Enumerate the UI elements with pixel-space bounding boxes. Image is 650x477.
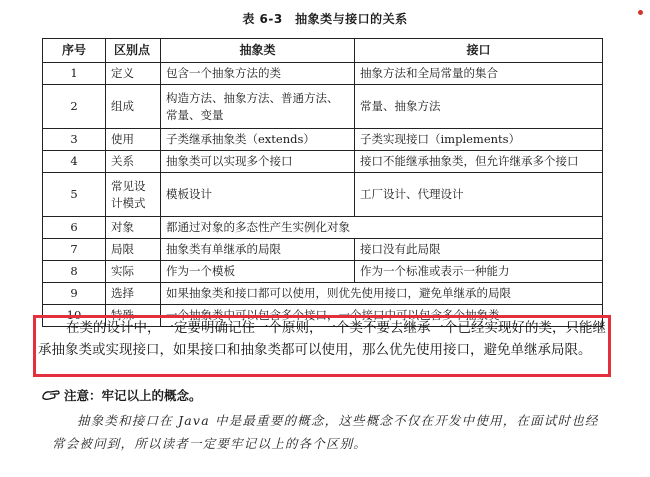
table-title: 表 6-3 抽象类与接口的关系 (242, 12, 408, 26)
row-interface: 子类实现接口（implements） (355, 129, 603, 151)
comparison-table (42, 38, 603, 327)
row-merged: 都通过对象的多态性产生实例化对象 (161, 217, 603, 239)
row-abstract: 包含一个抽象方法的类 (161, 63, 355, 85)
attention-hand-icon (42, 388, 62, 402)
row-interface: 抽象方法和全局常量的集合 (355, 63, 603, 85)
attention-heading (42, 386, 202, 404)
row-point: 定义 (106, 63, 161, 85)
row-abstract: 作为一个模板 (161, 261, 355, 283)
row-no: 10 (43, 305, 106, 327)
row-point: 关系 (106, 151, 161, 173)
attention-label: 注意：牢记以上的概念。 (64, 388, 202, 403)
table-row (43, 261, 603, 283)
row-no: 1 (43, 63, 106, 85)
table-row (43, 239, 603, 261)
header-point: 区别点 (106, 39, 161, 63)
header-no: 序号 (43, 39, 106, 63)
row-no: 4 (43, 151, 106, 173)
row-abstract: 抽象类可以实现多个接口 (161, 151, 355, 173)
row-point: 组成 (106, 85, 161, 129)
row-merged: 一个抽象类中可以包含多个接口，一个接口中可以包含多个抽象类 (161, 305, 603, 327)
row-abstract: 模板设计 (161, 173, 355, 217)
highlight-note (38, 317, 610, 361)
row-abstract: 抽象类有单继承的局限 (161, 239, 355, 261)
row-no: 3 (43, 129, 106, 151)
row-point: 特殊 (106, 305, 161, 327)
table-row (43, 151, 603, 173)
table-row (43, 283, 603, 305)
row-interface: 接口不能继承抽象类，但允许继承多个接口 (355, 151, 603, 173)
row-no: 8 (43, 261, 106, 283)
highlight-note-text: 在类的设计中，一定要明确记住一个原则，一个类不要去继承一个已经实现好的类，只能继承抽象类或实现接口，如果接口和抽象类都可以使用，那么优先使用接口，避免单继承局限。 (38, 320, 606, 358)
table-row (43, 129, 603, 151)
row-point: 对象 (106, 217, 161, 239)
row-point: 常见设计模式 (106, 173, 161, 217)
attention-text: 抽象类和接口在 Java 中是最重要的概念，这些概念不仅在开发中使用，在面试时也经常会被问到，所以读者一定要牢记以上的各个区别。 (52, 413, 599, 451)
row-point: 选择 (106, 283, 161, 305)
row-interface: 作为一个标准或表示一种能力 (355, 261, 603, 283)
row-point: 使用 (106, 129, 161, 151)
row-no: 9 (43, 283, 106, 305)
row-point: 局限 (106, 239, 161, 261)
row-point: 实际 (106, 261, 161, 283)
header-abstract: 抽象类 (161, 39, 355, 63)
attention-paragraph (52, 409, 612, 455)
row-merged: 如果抽象类和接口都可以使用，则优先使用接口，避免单继承的局限 (161, 283, 603, 305)
row-abstract: 构造方法、抽象方法、普通方法、常量、变量 (161, 85, 355, 129)
row-no: 5 (43, 173, 106, 217)
table-row (43, 63, 603, 85)
table-header-row (43, 39, 603, 63)
table-row (43, 217, 603, 239)
table-row (43, 173, 603, 217)
header-interface: 接口 (355, 39, 603, 63)
table-row (43, 85, 603, 129)
row-abstract: 子类继承抽象类（extends） (161, 129, 355, 151)
row-no: 2 (43, 85, 106, 129)
row-interface: 接口没有此局限 (355, 239, 603, 261)
row-no: 7 (43, 239, 106, 261)
row-interface: 常量、抽象方法 (355, 85, 603, 129)
row-interface: 工厂设计、代理设计 (355, 173, 603, 217)
row-no: 6 (43, 217, 106, 239)
